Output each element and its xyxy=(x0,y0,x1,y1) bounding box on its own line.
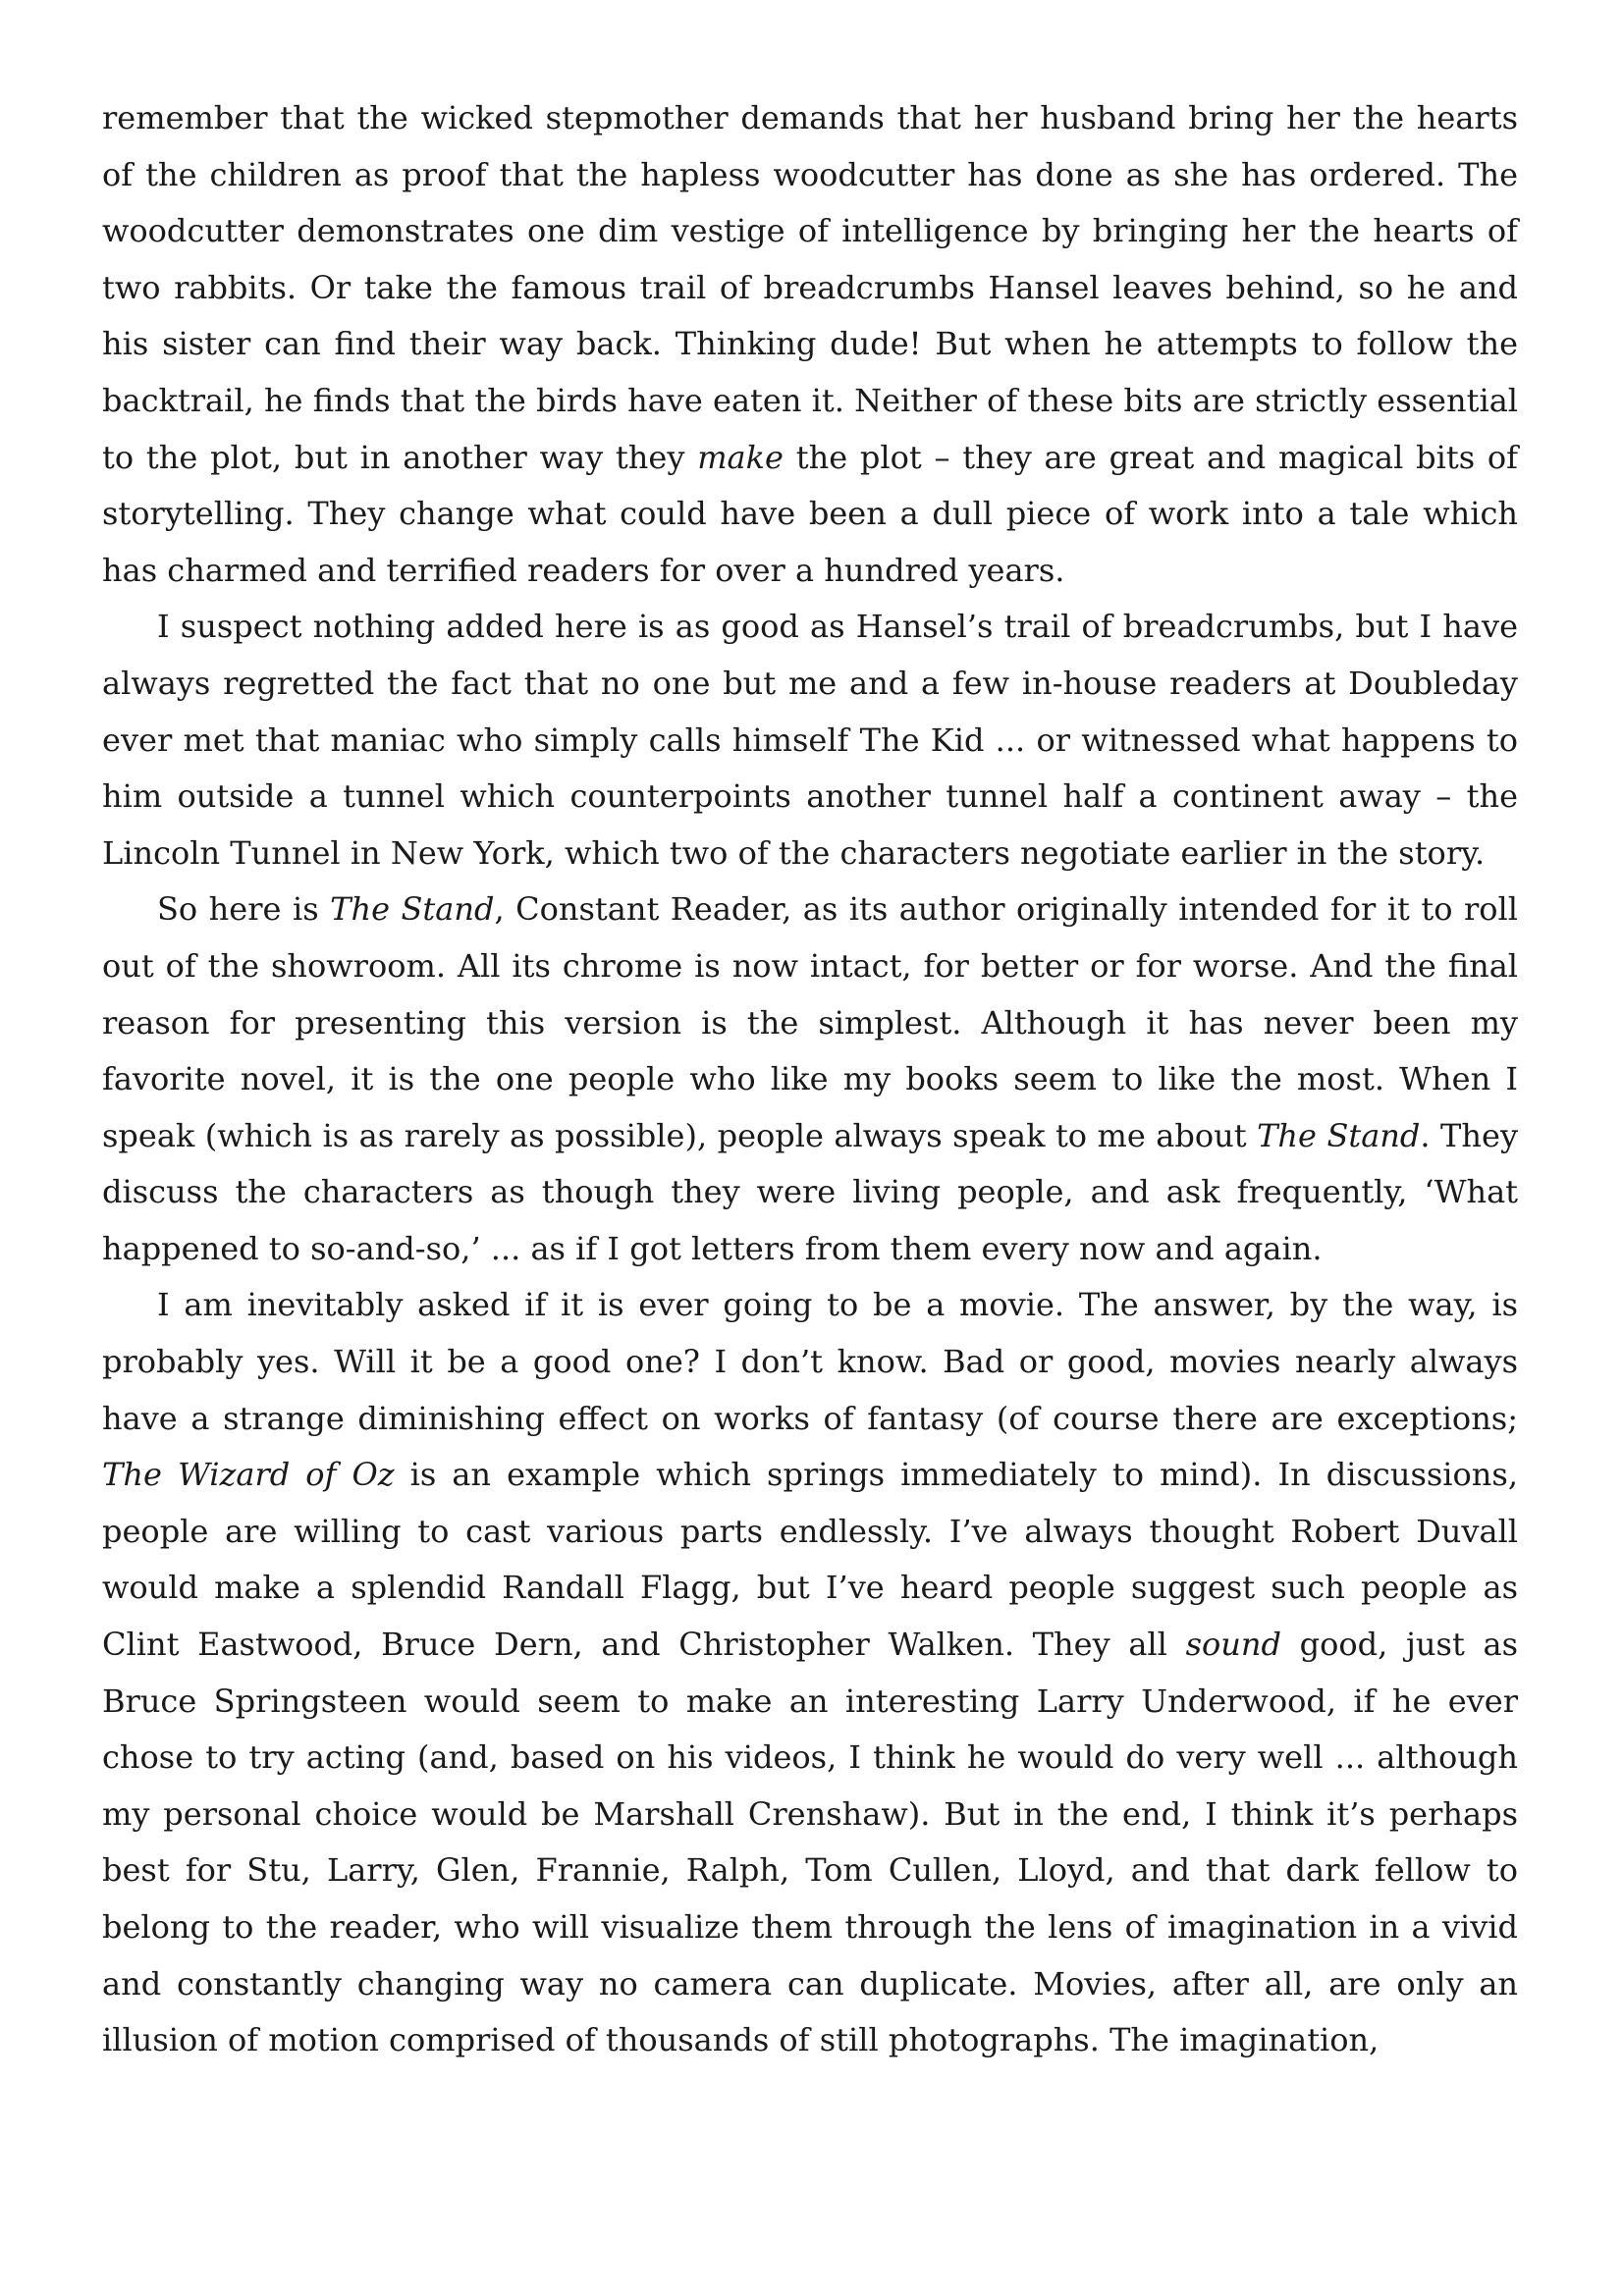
paragraph-4-italic-sound: sound xyxy=(1185,1626,1281,1664)
paragraph-4-text-1: I am inevitably asked if it is ever going to be a movie. The answer, by the way, is probably yes. Will it be a good one? I don’t know. Bad or good, movies nearly always have a strange diminishing effect on works of fantasy (of course there are exceptions; xyxy=(102,1286,1518,1437)
paragraph-4-text-2: is an example which springs immediately to mind). In discussions, people are willing to cast various parts endlessly. I’ve always thought Robert Duvall would make a splendid Randall Flagg, but I’ve heard people suggest such people as Clint Eastwood, Bruce Dern, and Christopher Walken. They all xyxy=(102,1456,1518,1664)
paragraph-3 xyxy=(102,881,1518,1277)
paragraph-1-text-1: remember that the wicked stepmother demands that her husband bring her the hearts of the children as proof that the hapless woodcutter has done as she has ordered. The woodcutter demonstrates one dim vestige of intelligence by bringing her the hearts of two rabbits. Or take the famous trail of breadcrumbs Hansel leaves behind, so he and his sister can find their way back. Thinking dude! But when he attempts to follow the backtrail, he finds that the birds have eaten it. Neither of these bits are strictly essential to the plot, but in another way they xyxy=(102,99,1518,476)
paragraph-2 xyxy=(102,599,1518,881)
paragraph-3-text-3: . They discuss the characters as though they were living people, and ask frequently, ‘What happened to so-and-so,’ ... as if I got letters from them every now and again. xyxy=(102,1116,1519,1267)
paragraph-4-text-3: good, just as Bruce Springsteen would seem to make an interesting Larry Underwood, if he ever chose to try acting (and, based on his videos, I think he would do very well ... although my personal choice would be Marshall Crenshaw). But in the end, I think it’s perhaps best for Stu, Larry, Glen, Frannie, Ralph, Tom Cullen, Lloyd, and that dark fellow to belong to the reader, who will visualize them through the lens of imagination in a vivid and constantly changing way no camera can duplicate. Movies, after all, are only an illusion of motion comprised of thousands of still photographs. The imagination, xyxy=(102,1626,1519,2059)
paragraph-3-text-2: , Constant Reader, as its author originally intended for it to roll out of the showroom. All its chrome is now intact, for better or for worse. And the final reason for presenting this version is the simplest. Although it has never been my favorite novel, it is the one people who like my books seem to like the most. When I speak (which is as rarely as possible), people always speak to me about xyxy=(102,890,1519,1154)
paragraph-1-text-2: the plot – they are great and magical bits of storytelling. They change what could have been a dull piece of work into a tale which has charmed and terrified readers for over a hundred years. xyxy=(102,438,1519,589)
paragraph-4-italic-title: The Wizard of Oz xyxy=(102,1456,395,1494)
paragraph-3-italic-title-2: The Stand xyxy=(1257,1116,1421,1154)
paragraph-1 xyxy=(102,90,1518,599)
paragraph-3-text-1: So here is xyxy=(157,890,331,929)
paragraph-3-italic-title-1: The Stand xyxy=(330,890,495,929)
paragraph-2-text-1: I suspect nothing added here is as good as Hansel’s trail of breadcrumbs, but I have always regretted the fact that no one but me and a few in-house readers at Doubleday ever met that maniac who simply calls himself The Kid ... or witnessed what happens to him outside a tunnel which counterpoints another tunnel half a continent away – the Lincoln Tunnel in New York, which two of the characters negotiate earlier in the story. xyxy=(102,608,1518,872)
paragraph-4 xyxy=(102,1277,1518,2068)
book-page xyxy=(102,90,1518,2069)
paragraph-1-italic-make: make xyxy=(697,438,784,476)
